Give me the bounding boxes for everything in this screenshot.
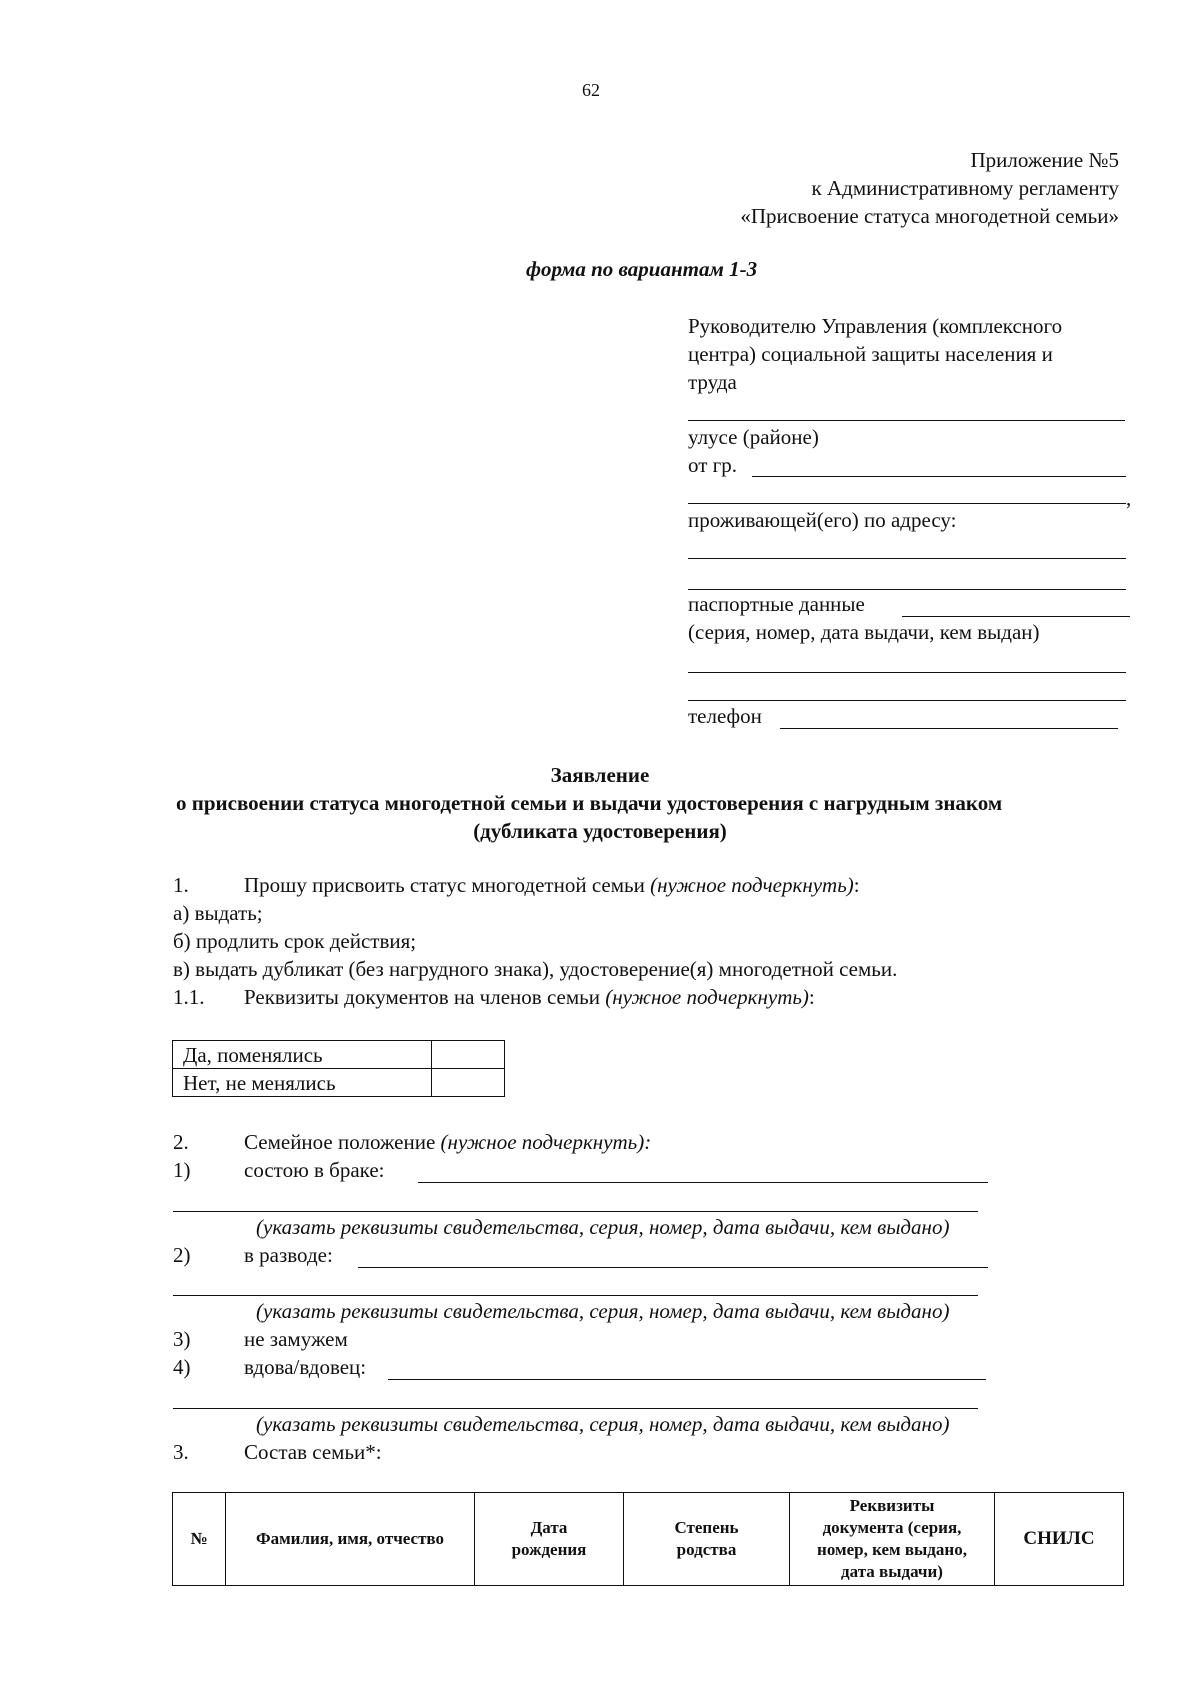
section-1-label: Прошу присвоить статус многодетной семьи [244,873,651,897]
section-1-text [244,873,860,898]
passport-line [902,616,1130,617]
item-1-number: 1) [173,1158,191,1182]
title-line-3: (дубликата удостоверения) [473,819,727,843]
section-1-1-label: Реквизиты документов на членов семьи [244,985,606,1009]
item-2-number: 2) [173,1243,191,1267]
col-number: № [173,1493,226,1586]
option-a: а) выдать; [173,901,263,925]
col-document [790,1493,995,1586]
col-document-line-1: Реквизиты [849,1496,935,1515]
cert-hint-3: (указать реквизиты свидетельства, серия, номер, дата выдачи, кем выдано) [256,1412,950,1436]
col-full-name: Фамилия, имя, отчество [226,1493,475,1586]
page-number: 62 [582,80,600,100]
col-relation-line-2: родства [676,1540,737,1559]
from-label: от гр. [688,453,738,477]
section-1-1-hint: (нужное подчеркнуть) [605,985,809,1009]
marriage-cert-line-2 [173,1211,978,1212]
title-line-2: о присвоении статуса многодетной семьи и выдачи удостоверения с нагрудным знаком [176,791,1003,815]
section-2-number: 2. [173,1130,189,1154]
district-label: улусе (районе) [688,425,819,449]
no-changed-label: Нет, не менялись [173,1069,432,1097]
item-2-label: в разводе: [244,1243,333,1267]
passport-line-3 [688,700,1126,701]
col-relation [624,1493,790,1586]
passport-hint: (серия, номер, дата выдачи, кем выдан) [688,620,1040,644]
col-birth-date-line-2: рождения [511,1540,587,1559]
form-variant: форма по вариантам 1-3 [526,257,758,281]
section-3-number: 3. [173,1440,189,1464]
comma: , [1126,486,1132,510]
passport-label: паспортные данные [688,592,865,616]
col-document-line-2: документа (серия, [822,1518,962,1537]
col-birth-date [475,1493,624,1586]
address-line-1 [688,558,1126,559]
appendix-line-1: Приложение №5 [970,148,1119,172]
section-2-hint: (нужное подчеркнуть): [440,1130,652,1154]
divorce-cert-line [358,1267,988,1268]
table-header-row [173,1493,1124,1586]
section-1-1-text [244,985,815,1010]
widow-cert-line [388,1379,986,1380]
district-name-line [688,420,1125,421]
col-document-line-4: дата выдачи) [841,1562,943,1581]
address-line-2 [688,589,1126,590]
col-snils: СНИЛС [995,1493,1124,1586]
from-name-line-2 [688,503,1126,504]
section-2-label: Семейное положение [244,1130,441,1154]
phone-label: телефон [688,704,762,728]
option-b: б) продлить срок действия; [173,929,417,953]
table-row [173,1069,505,1097]
no-changed-cell[interactable] [432,1069,505,1097]
item-4-label: вдова/вдовец: [244,1355,367,1379]
yes-changed-cell[interactable] [432,1041,505,1069]
table-row [173,1041,505,1069]
phone-line [780,728,1118,729]
option-c: в) выдать дубликат (без нагрудного знака), удостоверение(я) многодетной семьи. [173,957,898,981]
item-1-label: состою в браке: [244,1158,385,1182]
address-label: проживающей(его) по адресу: [688,508,957,532]
cert-hint-1: (указать реквизиты свидетельства, серия, номер, дата выдачи, кем выдано) [256,1215,950,1239]
appendix-line-2: к Административному регламенту [811,176,1119,200]
section-1-hint: (нужное подчеркнуть) [650,873,854,897]
col-birth-date-line-1: Дата [530,1518,568,1537]
section-2-text [244,1130,651,1155]
title-line-1: Заявление [550,763,650,787]
section-1-1-colon: : [808,985,815,1009]
from-name-line [752,476,1126,477]
section-1-colon: : [853,873,860,897]
widow-cert-line-2 [173,1408,978,1409]
documents-changed-table [172,1040,505,1097]
section-3-label: Состав семьи*: [244,1440,382,1464]
yes-changed-label: Да, поменялись [173,1041,432,1069]
addressee-line-1: Руководителю Управления (комплексного [688,314,1063,338]
addressee-line-2: центра) социальной защиты населения и [688,342,1053,366]
cert-hint-2: (указать реквизиты свидетельства, серия, номер, дата выдачи, кем выдано) [256,1299,950,1323]
marriage-cert-line [418,1182,988,1183]
item-3-label: не замужем [244,1327,348,1351]
appendix-line-3: «Присвоение статуса многодетной семьи» [740,204,1119,228]
col-document-line-3: номер, кем выдано, [817,1540,967,1559]
family-composition-table [172,1492,1124,1586]
section-1-number: 1. [173,873,189,897]
passport-line-2 [688,672,1126,673]
addressee-line-3: труда [688,370,737,394]
divorce-cert-line-2 [173,1295,978,1296]
section-1-1-number: 1.1. [173,985,205,1009]
col-relation-line-1: Степень [674,1518,739,1537]
item-3-number: 3) [173,1327,191,1351]
item-4-number: 4) [173,1355,191,1379]
